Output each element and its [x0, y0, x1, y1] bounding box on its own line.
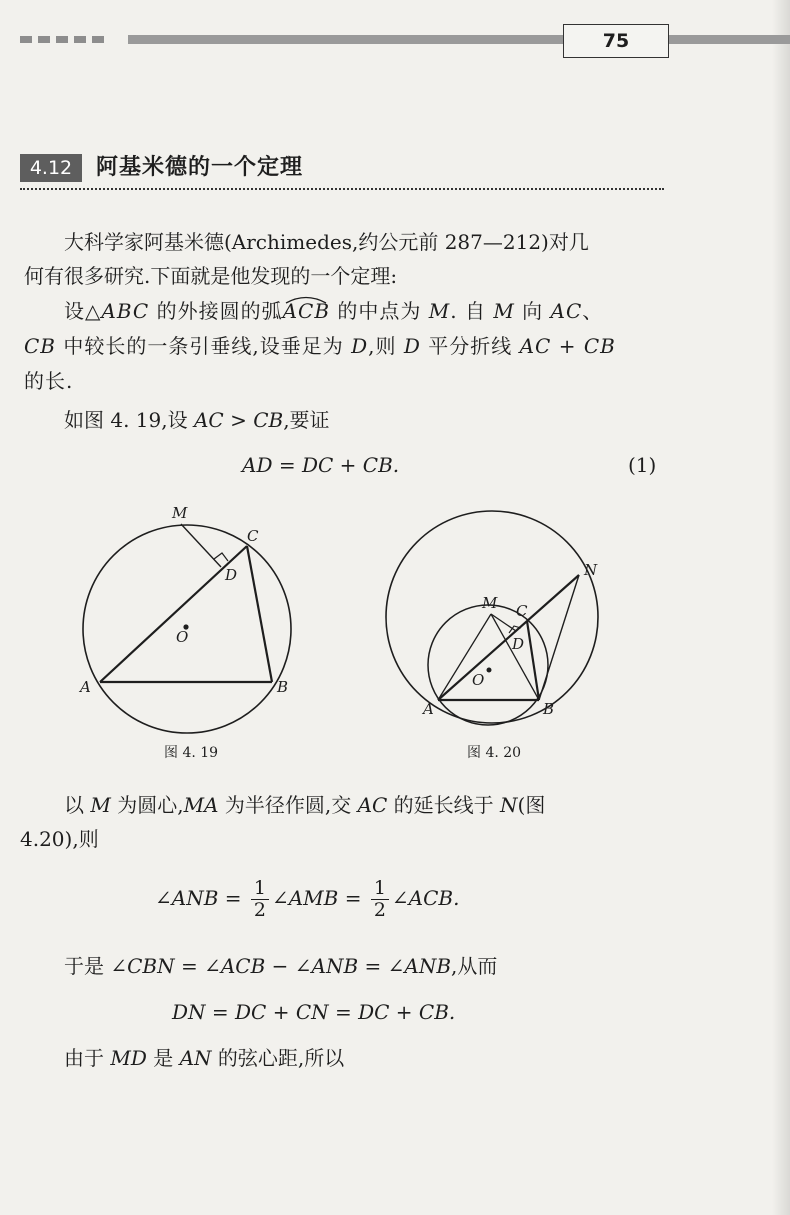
- segment-an: [438, 575, 579, 700]
- segment-cb: [247, 546, 272, 682]
- para2-line-1: 以 M 为圆心,MA 为半径作圆,交 AC 的延长线于 N(图: [64, 793, 546, 817]
- fraction-half: $\frac{1}{2}$: [371, 878, 389, 921]
- equation-2: ∠ANB = $\frac{1}{2}$ ∠AMB = $\frac{1}{2}$ ∠ACB.: [155, 877, 460, 921]
- label-o: O: [176, 628, 189, 646]
- label-c: C: [247, 527, 259, 545]
- page-edge-shadow: [772, 0, 790, 1215]
- theorem-line-3: 的长.: [24, 369, 74, 393]
- center-point-o: [487, 668, 492, 673]
- arc-acb: ACB: [283, 299, 330, 323]
- figure-4-20: [380, 500, 620, 740]
- label-d: D: [512, 635, 525, 653]
- right-angle-mark: [214, 553, 228, 561]
- circumcircle-small: [428, 605, 548, 725]
- label-d: D: [225, 566, 238, 584]
- label-m: M: [172, 504, 188, 522]
- label-a: A: [423, 700, 434, 718]
- header-bar-right: [668, 35, 790, 44]
- section-title: 阿基米德的一个定理: [96, 155, 304, 180]
- header-bar: [128, 35, 564, 44]
- label-c: C: [516, 602, 528, 620]
- figure-4-20-caption: 图 4. 20: [467, 745, 522, 761]
- arc-mark-icon: [283, 294, 329, 304]
- proof-intro: 如图 4. 19,设 AC > CB,要证: [64, 408, 330, 432]
- section-divider: [20, 188, 664, 190]
- label-n: N: [584, 561, 598, 579]
- segment-md: [181, 524, 221, 567]
- fraction-half: $\frac{1}{2}$: [251, 878, 269, 921]
- page-number: 75: [563, 24, 669, 58]
- para2-line-2: 4.20),则: [20, 827, 99, 851]
- label-o: O: [472, 671, 485, 689]
- figure-4-19-caption: 图 4. 19: [164, 745, 219, 761]
- figure-4-19: [70, 500, 310, 740]
- label-b: B: [543, 700, 555, 718]
- para3-line: 于是 ∠CBN = ∠ACB − ∠ANB = ∠ANB,从而: [64, 954, 498, 978]
- section-number: 4.12: [20, 154, 82, 182]
- header-dots: [20, 36, 104, 43]
- intro-line-2: 何有很多研究.下面就是他发现的一个定理:: [24, 264, 398, 288]
- label-m: M: [482, 594, 498, 612]
- label-a: A: [80, 678, 91, 696]
- para4-line: 由于 MD 是 AN 的弦心距,所以: [64, 1046, 345, 1070]
- label-b: B: [277, 678, 289, 696]
- equation-1: AD = DC + CB.: [242, 453, 400, 477]
- intro-line-1: 大科学家阿基米德(Archimedes,约公元前 287—212)对几: [64, 230, 589, 254]
- theorem-line-1: 设△ABC 的外接圆的弧 ACB 的中点为 M. 自 M 向 AC、: [64, 296, 603, 326]
- equation-3: DN = DC + CN = DC + CB.: [172, 1000, 456, 1024]
- theorem-line-2: CB 中较长的一条引垂线,设垂足为 D,则 D 平分折线 AC + CB: [24, 334, 616, 358]
- equation-1-label: (1): [628, 453, 657, 477]
